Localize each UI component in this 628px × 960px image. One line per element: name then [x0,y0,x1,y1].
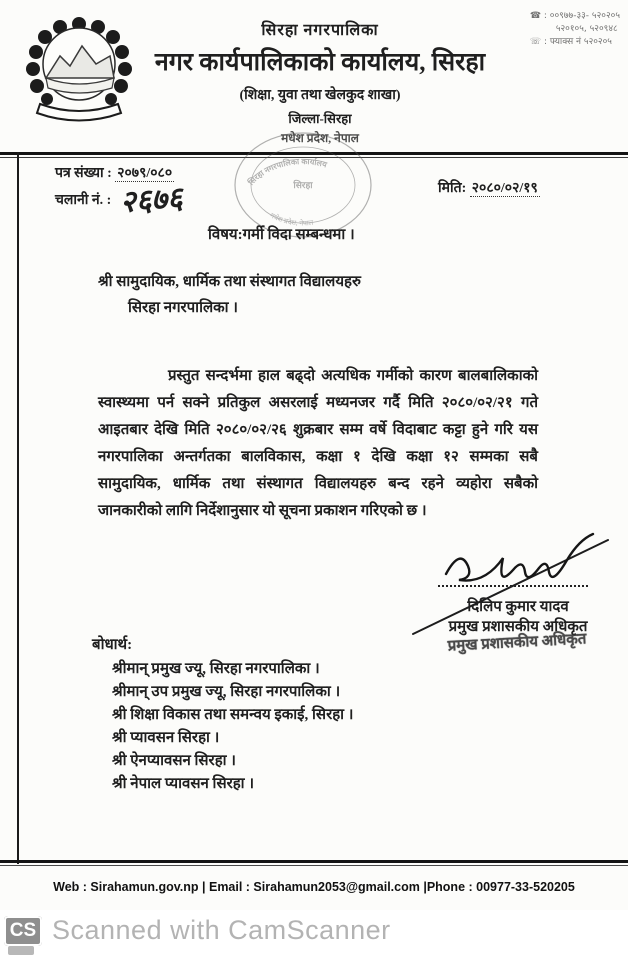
fax-number-line: : फ्याक्स नं ५२०२०५ [543,37,612,47]
svg-text:सिरहा नगरपालिका कार्यालय [245,156,328,188]
addressee-line2: सिरहा नगरपालिका । [128,300,238,316]
stamp-arc-top-text: सिरहा नगरपालिका कार्यालय [246,156,328,187]
cc-item: श्री ऐनप्यावसन सिरहा । [112,753,236,769]
contact-block [530,10,620,49]
office-name: नगर कार्यपालिकाको कार्यालय, सिरहा [154,49,486,76]
subject-line: विषय:गर्मी विदा सम्बन्धमा । [208,227,355,243]
signature-line [438,585,588,587]
phone-icon: ☎ [529,11,542,21]
dispatch-number-handwritten: २६७६ [119,181,184,220]
ref-number-value: २०७९/०८० [117,166,173,181]
camscanner-logo-icon: CS [4,916,42,946]
phone-number-line1: : ००९७७-३३- ५२०२०५ [543,11,620,21]
municipality-emblem-icon [26,16,132,126]
date-label: मिति: [438,181,467,196]
stamp-arc-bottom-text: मधेश प्रदेश, नेपाल [268,211,314,228]
camscanner-watermark-text: Scanned with CamScanner [52,915,391,945]
camscanner-logo-tab [8,946,34,955]
signatory-title-stamp: प्रमुख प्रशासकीय अधिकृत [447,631,587,655]
footer-divider-thin [0,865,628,866]
left-margin-line [17,152,19,864]
fax-icon: ☏ [529,37,542,47]
cc-item: श्रीमान् उप प्रमुख ज्यू, सिरहा नगरपालिका । [112,684,341,700]
footer-contact-line: Web : Sirahamun.gov.np | Email : Sirahamun2053@gmail.com |Phone : 00977-33-520205 [53,880,575,894]
cc-item: श्रीमान् प्रमुख ज्यू, सिरहा नगरपालिका । [112,661,320,677]
cc-heading: बोधार्थ: [92,637,133,653]
branch-name: (शिक्षा, युवा तथा खेलकुद शाखा) [239,88,401,103]
district-line: जिल्ला-सिरहा [288,111,352,126]
cc-item: श्री नेपाल प्यावसन सिरहा । [112,776,255,792]
ref-number-label: पत्र संख्या : [55,166,112,181]
letter-body: प्रस्तुत सन्दर्भमा हाल बढ्दो अत्यधिक गर्मीको कारण बालबालिकाको स्वास्थ्यमा पर्न सक्ने प्रतिकुल असरलाई मध्यनजर गर्दै मिति २०८०/०२/२१ गते आइतबार देखि मिति २०८०/०२/२६ शुक्रबार सम्म वर्षे विदाबाट कट्टा हुने गरि यस नगरपालिका अन्तर्गतका बालविकास, कक्षा १ देखि कक्षा १२ सम्मका सबै सामुदायिक, धार्मिक तथा संस्थागत विद्यालयहरु बन्द रहने व्यहोरा सबैको जानकारीको लागि निर्देशानुसार यो सूचना प्रकाशन गरिएको छ । [98,368,538,519]
cc-list [112,658,354,796]
province-line: मधेश प्रदेश, नेपाल [281,131,359,145]
date-row [438,178,540,197]
signatory-name: दिलिप कुमार यादव [467,599,569,615]
footer-divider [0,860,628,863]
signatory-title: प्रमुख प्रशासकीय अधिकृत [448,619,588,635]
addressee-line1: श्री सामुदायिक, धार्मिक तथा संस्थागत विद्यालयहरु [98,274,361,290]
cc-item: श्री प्यावसन सिरहा । [112,730,220,746]
phone-number-line2: ५२०१०५, ५२०९४८ [555,24,618,34]
date-value: २०८०/०२/१९ [471,181,538,196]
cc-item: श्री शिक्षा विकास तथा समन्वय इकाई, सिरहा । [112,707,354,723]
dispatch-number-label: चलानी नं. : [55,193,112,208]
municipality-name: सिरहा नगरपालिका [261,22,379,39]
stamp-center-text: सिरहा [293,180,313,190]
